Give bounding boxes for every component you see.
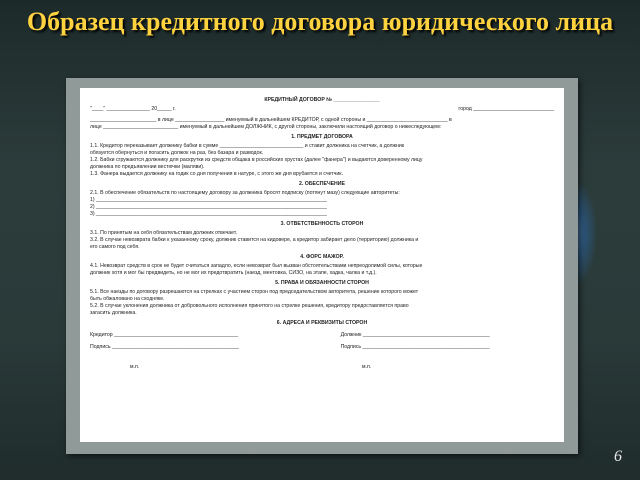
section-2-title: 2. ОБЕСПЕЧЕНИЕ	[299, 181, 345, 187]
creditor-stamp: м.п.	[130, 364, 140, 370]
clause-1-2-cont: должника по предъявлении вестючки (маляви).	[90, 164, 205, 170]
guarantor-line-3: 3) ________________________________________________________________________________	[90, 211, 327, 217]
parties-line-1: _______________________ в лице _________________ именуемый в дальнейшем КРЕДИТОР, с одной стороны и ____________________________ в	[90, 117, 452, 123]
guarantor-line-2: 2) ________________________________________________________________________________	[90, 204, 327, 210]
clause-4-1: 4.1. Невозврат средств в срок не будет считаться западло, если невозврат был вызван обстоятельствами непреодолимой силы, которые	[90, 263, 423, 269]
clause-1-1: 1.1. Кредитор переказывает должнику бабки в сумме _____________________________ и ставит должника на счетчик, а должник	[90, 143, 405, 149]
creditor-line: Кредитор ___________________________________________	[90, 332, 239, 338]
clause-3-1: 3.1. По принятым на себя обязательствам должник отвечает.	[90, 230, 238, 236]
creditor-signature: Подпись ____________________________________________	[90, 344, 239, 350]
date-line: "____" _______________ 20_____ г.	[90, 106, 176, 112]
clause-2-1: 2.1. В обеспечение обязательств по настоящему договору за должника бросят подписку (потянут мазу) следующие авторитеты:	[90, 190, 400, 196]
clause-4-1-cont: должник хотя и мог бы предвидеть, но не мог их предотвратить (наезд, ментовка, СИЗО, на этапе, хадка, чалка и т.д.).	[90, 270, 377, 276]
section-5-title: 5. ПРАВА И ОБЯЗАННОСТИ СТОРОН	[275, 280, 369, 286]
section-6-title: 6. АДРЕСА И РЕКВИЗИТЫ СТОРОН	[276, 320, 368, 326]
clause-3-2-cont: его самого под себя.	[90, 244, 140, 250]
slide-title: Образец кредитного договора юридического лица	[26, 7, 614, 36]
debtor-signature: Подпись ____________________________________________	[340, 344, 490, 350]
page-number: 6	[614, 448, 622, 465]
contract-document	[80, 88, 564, 442]
clause-1-2: 1.2. Бабки сгружаются должнику для раскрутки из средств общака в российских хрустах (далее "фанера") и выдаются доверенному лицу	[90, 157, 423, 163]
parties-line-2: лице __________________________ именуемый в дальнейшем ДОЛЖНИК, с другой стороны, заключили настоящий договор о нижеследующем:	[90, 124, 442, 130]
doc-title: КРЕДИТНЫЙ ДОГОВОР № ________________	[264, 97, 380, 103]
section-1-title: 1. ПРЕДМЕТ ДОГОВОРА	[291, 134, 353, 140]
city-line: город ____________________________	[458, 106, 554, 112]
debtor-stamp: м.п.	[362, 364, 372, 370]
clause-5-1: 5.1. Все наезды по договору разрешаются на стрелках с участием сторон под председательством авторитета, решение которого может	[90, 289, 419, 295]
clause-5-2-cont: загасить должника.	[90, 310, 137, 316]
section-4-title: 4. ФОРС МАЖОР.	[300, 254, 344, 260]
guarantor-line-1: 1) ________________________________________________________________________________	[90, 197, 327, 203]
clause-5-2: 5.2. В случае уклонения должника от добровольного исполнения принятого на стрелке решения, кредитору предоставляется право	[90, 303, 409, 309]
section-3-title: 3. ОТВЕТСТВЕННОСТЬ СТОРОН	[280, 221, 364, 227]
clause-1-1-cont: обязуется обернуться и погасить должок на раз, без базара и разводок.	[90, 150, 264, 156]
clause-1-3: 1.3. Фанера выдается должнику на годик со дня получения в натуре, с этого же дня врубается и счетчик.	[90, 171, 343, 177]
debtor-line: Должник ____________________________________________	[340, 332, 490, 338]
clause-5-1-cont: быть обжаловано на сходняке.	[90, 296, 165, 302]
clause-3-2: 3.2. В случае невозврата бабки к указанному сроку, должник ставится на кидовере, а кредитор забирает дело (территорию) должника и	[90, 237, 419, 243]
